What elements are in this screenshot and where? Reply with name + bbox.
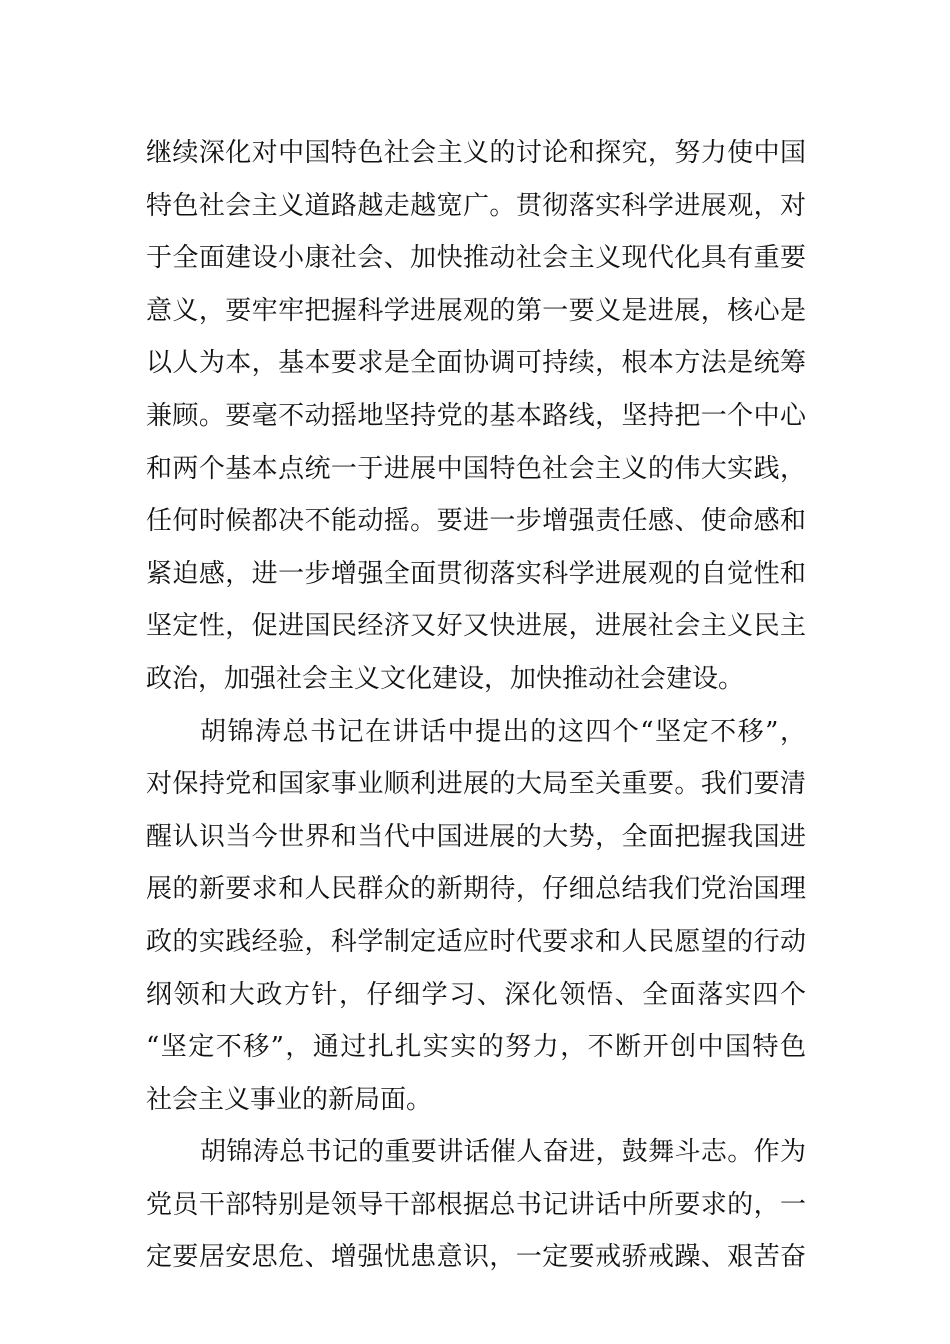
text-line: 定要居安思危、增强忧患意识，一定要戒骄戒躁、艰苦奋 [146,1242,806,1273]
text-line: 任何时候都决不能动摇。要进一步增强责任感、使命感和 [146,506,806,537]
text-line: 政的实践经验，科学制定适应时代要求和人民愿望的行动 [146,926,806,957]
text-line: 和两个基本点统一于进展中国特色社会主义的伟大实践， [146,453,806,484]
text-line: 胡锦涛总书记在讲话中提出的这四个“坚定不移”， [200,716,806,747]
text-line: 特色社会主义道路越走越宽广。贯彻落实科学进展观，对 [146,190,806,221]
text-line: 继续深化对中国特色社会主义的讨论和探究，努力使中国 [146,138,806,168]
text-line: 社会主义事业的新局面。 [146,1084,433,1115]
text-line: 对保持党和国家事业顺利进展的大局至关重要。我们要清 [146,769,806,800]
text-line: 紧迫感，进一步增强全面贯彻落实科学进展观的自觉性和 [146,558,806,589]
text-line: 意义，要牢牢把握科学进展观的第一要义是进展，核心是 [146,295,806,326]
text-line: 坚定性，促进国民经济又好又快进展，进展社会主义民主 [146,611,806,642]
text-line: 兼顾。要毫不动摇地坚持党的基本路线，坚持把一个中心 [146,400,806,431]
paragraph [146,127,806,706]
text-line: 于全面建设小康社会、加快推动社会主义现代化具有重要 [146,243,806,274]
text-line: 纲领和大政方针，仔细学习、深化领悟、全面落实四个 [146,979,806,1010]
text-line: 党员干部特别是领导干部根据总书记讲话中所要求的，一 [146,1189,806,1220]
paragraph [146,1126,806,1284]
document-body [146,127,806,1284]
paragraph [146,706,806,1127]
text-line: 以人为本，基本要求是全面协调可持续，根本方法是统筹 [146,348,806,379]
text-line: 展的新要求和人民群众的新期待，仔细总结我们党治国理 [146,874,806,905]
text-line: 醒认识当今世界和当代中国进展的大势，全面把握我国进 [146,821,806,852]
text-line: “坚定不移”，通过扎扎实实的努力，不断开创中国特色 [146,1032,806,1063]
text-line: 政治，加强社会主义文化建设，加快推动社会建设。 [146,663,745,694]
text-line: 胡锦涛总书记的重要讲话催人奋进，鼓舞斗志。作为 [200,1137,806,1168]
